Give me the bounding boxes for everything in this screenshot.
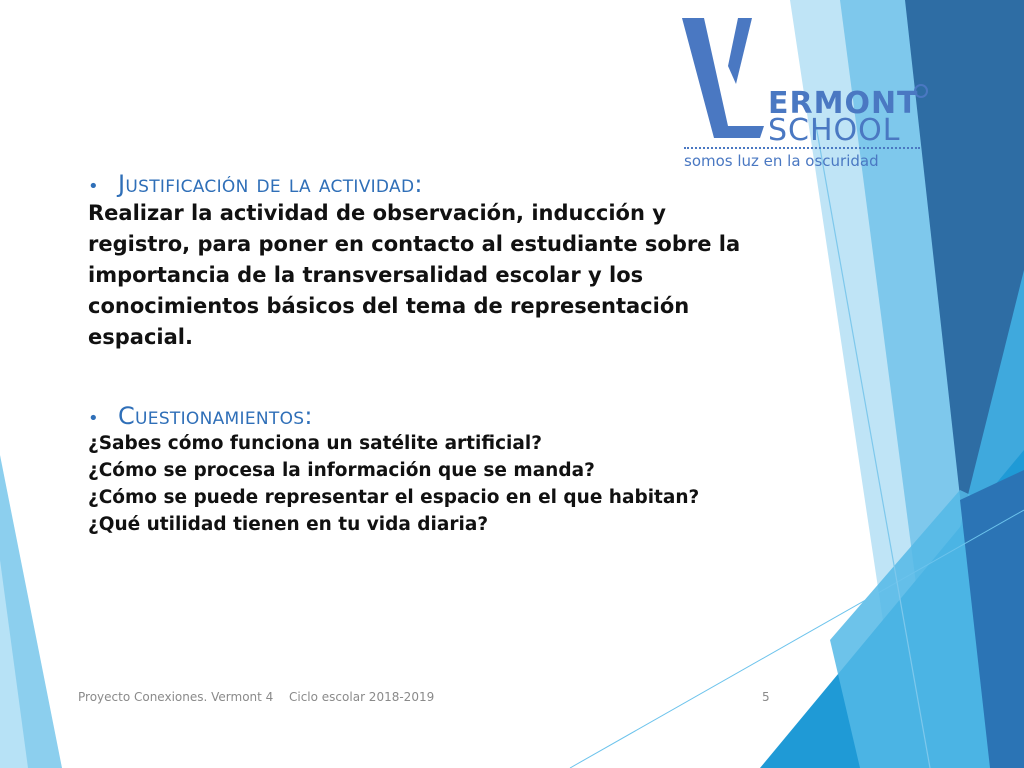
footer-cycle: Ciclo escolar 2018-2019 <box>289 690 435 704</box>
heading-justificacion-text: Justificación de la actividad: <box>118 170 423 198</box>
logo-v-mark <box>682 18 764 138</box>
question-item: ¿Sabes cómo funciona un satélite artificial? <box>88 433 542 454</box>
heading-cuestionamientos-text: Cuestionamientos: <box>118 402 313 430</box>
section-cuestionamientos <box>88 402 768 538</box>
logo-ermont-text: ERMONT <box>768 86 919 121</box>
question-item: ¿Cómo se procesa la información que se manda? <box>88 460 595 481</box>
footer-page-number: 5 <box>762 690 770 704</box>
heading-cuestionamientos <box>88 402 768 430</box>
registered-mark-icon <box>914 84 928 98</box>
logo-dotted-divider <box>684 147 920 149</box>
question-item: ¿Cómo se puede representar el espacio en el que habitan? <box>88 487 700 508</box>
bullet-icon: • <box>88 176 99 197</box>
justificacion-body: Realizar la actividad de observación, inducción y registro, para poner en contacto al estudiante sobre la importancia de la transversalidad escolar y los conocimientos básicos del tema de representación espacial. <box>88 201 741 349</box>
vermont-school-logo <box>676 14 936 174</box>
logo-v-right-stroke <box>728 18 752 84</box>
questions-list <box>88 430 768 538</box>
question-item: ¿Qué utilidad tienen en tu vida diaria? <box>88 514 489 535</box>
section-justificacion <box>88 170 768 353</box>
logo-tagline: somos luz en la oscuridad <box>684 152 879 170</box>
bullet-icon: • <box>88 408 99 429</box>
heading-justificacion <box>88 170 768 198</box>
footer-project: Proyecto Conexiones. Vermont 4 <box>78 690 274 704</box>
logo-school-text: SCHOOL <box>768 113 901 148</box>
